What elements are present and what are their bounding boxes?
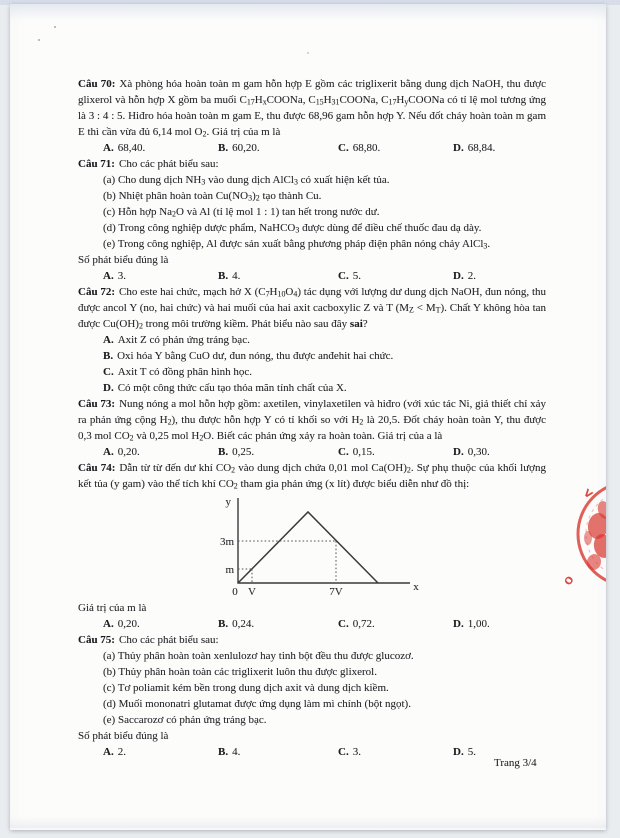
question-body <box>78 460 546 492</box>
question-text: Xà phòng hóa hoàn toàn m gam hỗn hợp E gồm các triglixerit bằng dung dịch NaOH, thu được glixerol và hỗn hợp X gồm ba muối $C_{17}H_xCOONa$, $C_{15}H_{31}COONa$, $C_{17}H_yCOONa$ có tỉ lệ mol tương ứng là 3 : 4 : 5. Hiđro hóa hoàn toàn m gam E, thu được 68,96 gam hỗn hợp Y. Nếu đốt cháy hoàn toàn m gam E thì cần vừa đủ 6,14 mol $O_2$. Giá trị của m là <box>78 78 547 139</box>
tick-v: V <box>248 586 256 598</box>
option-value: 0,30. <box>467 446 490 458</box>
dust-speck <box>307 52 309 54</box>
option-d <box>453 268 476 284</box>
option-letter: B. <box>218 446 229 458</box>
statement-e: (e) Trong công nghiệp, Al được sản xuất bằng phương pháp điện phân nóng chảy AlCl$_3$. <box>103 238 491 251</box>
question-number: Câu 74: <box>78 462 116 474</box>
option-letter: A. <box>103 270 114 282</box>
option-value: 1,00. <box>467 618 490 630</box>
option-value: 4. <box>232 270 241 282</box>
question-body <box>78 76 546 140</box>
statement-d: (d) Muối mononatri glutamat được ứng dụng làm mì chính (bột ngọt). <box>103 698 411 710</box>
option-c <box>338 140 380 156</box>
option-c <box>338 744 361 760</box>
question-text: Cho các phát biểu sau: <box>118 634 219 646</box>
option-value: Oxi hóa Y bằng CuO dư, đun nóng, thu được anđehit hai chức. <box>117 350 394 362</box>
question-text: Nung nóng a mol hỗn hợp gồm: axetilen, vinylaxetilen và hiđro (với xúc tác Ni, giả thiết chỉ xảy ra phản ứng cộng $H_2$), thu được hỗn hợp Y có tỉ khối so với $H_2$ là 20,5. Đốt cháy hoàn toàn Y, thu được 0,3 mol $CO_2$ và 0,25 mol $H_2O$. Biết các phản ứng xảy ra hoàn toàn. Giá trị của a là <box>78 398 546 443</box>
option-d <box>453 616 490 632</box>
option-a <box>103 744 126 760</box>
question-70 <box>78 76 546 156</box>
option-value: 68,80. <box>352 142 381 154</box>
option-letter: A. <box>103 142 114 154</box>
chart-axes <box>238 498 410 583</box>
option-b <box>218 444 254 460</box>
question-body <box>78 156 546 172</box>
option-value: 5. <box>467 746 476 758</box>
dust-speck <box>54 26 56 28</box>
question-number: Câu 75: <box>78 634 115 646</box>
option-value: 5. <box>352 270 361 282</box>
question-tail: Giá trị của m là <box>78 602 147 614</box>
tick-7v: 7V <box>329 586 343 598</box>
page-footer: Trang 3/4 <box>494 757 537 769</box>
question-number: Câu 73: <box>78 398 116 410</box>
statement-c: (c) Hỗn hợp $Na_2O$ và Al (tỉ lệ mol 1 : 1) tan hết trong nước dư. <box>103 206 380 219</box>
exam-page <box>10 4 606 830</box>
option-b <box>218 268 240 284</box>
option-letter: A. <box>103 334 114 346</box>
option-letter: B. <box>218 746 229 758</box>
svg-text:V: V <box>581 487 595 502</box>
option-letter: C. <box>338 142 349 154</box>
answer-options <box>78 744 546 760</box>
option-c <box>338 616 375 632</box>
option-b <box>218 744 240 760</box>
question-body <box>78 396 546 444</box>
question-tail: Số phát biểu đúng là <box>78 730 169 742</box>
answer-options <box>78 616 546 632</box>
question-number: Câu 71: <box>78 158 115 170</box>
dust-speck <box>38 39 40 41</box>
option-b <box>218 140 260 156</box>
option-value: 68,84. <box>467 142 496 154</box>
option-letter: A. <box>103 746 114 758</box>
option-c <box>338 444 375 460</box>
option-value: 2. <box>467 270 476 282</box>
option-value: Có một công thức cấu tạo thỏa mãn tính chất của X. <box>117 382 347 394</box>
option-a <box>78 332 546 348</box>
question-tail: Số phát biểu đúng là <box>78 254 169 266</box>
answer-options <box>78 140 546 156</box>
statement-c: (c) Tơ poliamit kém bền trong dung dịch axit và dung dịch kiềm. <box>103 682 389 694</box>
question-number: Câu 70: <box>78 78 116 90</box>
option-value: 3. <box>117 270 126 282</box>
option-value: 0,20. <box>117 618 140 630</box>
statement-a: (a) Thủy phân hoàn toàn xenlulozơ hay tinh bột đều thu được glucozơ. <box>103 650 414 662</box>
chart-figure <box>190 492 425 600</box>
option-letter: C. <box>338 746 349 758</box>
option-letter: B. <box>218 618 229 630</box>
option-letter: D. <box>453 446 464 458</box>
tick-m: m <box>225 564 234 576</box>
option-letter: C. <box>338 446 349 458</box>
option-letter: A. <box>103 618 114 630</box>
y-axis-label: y <box>225 496 231 508</box>
exam-content <box>78 76 546 760</box>
option-letter: D. <box>453 618 464 630</box>
option-d <box>453 444 490 460</box>
red-stamp-icon <box>558 472 606 604</box>
answer-options <box>78 268 546 284</box>
option-letter: B. <box>218 270 229 282</box>
option-value: 0,24. <box>232 618 255 630</box>
precipitate-chart <box>190 492 425 600</box>
option-letter: C. <box>103 366 114 378</box>
option-a <box>103 140 145 156</box>
question-72 <box>78 284 546 396</box>
tick-3m: 3m <box>219 536 234 548</box>
question-number: Câu 72: <box>78 286 116 298</box>
origin-tick: 0 <box>232 586 238 598</box>
option-c <box>338 268 361 284</box>
option-b <box>78 348 546 364</box>
option-value: 3. <box>352 746 361 758</box>
statement-b: (b) Nhiệt phân hoàn toàn $Cu(NO_3)_2$ tạo thành Cu. <box>103 190 322 203</box>
option-value: 60,20. <box>232 142 260 154</box>
question-body <box>78 284 546 332</box>
guide-7v-3m <box>238 541 336 583</box>
statement-d: (d) Trong công nghiệp dược phẩm, NaHCO$_3$ được dùng để điều chế thuốc đau dạ dày. <box>103 222 482 235</box>
chart-line <box>238 512 378 583</box>
option-value: 68,40. <box>117 142 146 154</box>
question-71 <box>78 156 546 284</box>
question-74 <box>78 460 546 632</box>
option-letter: B. <box>218 142 229 154</box>
option-value: 0,72. <box>352 618 375 630</box>
option-value: 0,25. <box>232 446 255 458</box>
question-text: Dẫn từ từ đến dư khí $CO_2$ vào dung dịch chứa 0,01 mol $Ca(OH)_2$. Sự phụ thuộc của khối lượng kết tủa (y gam) vào thể tích khí $CO_2$ tham gia phản ứng (x lít) được biểu diễn như đồ thị: <box>78 462 546 491</box>
question-73 <box>78 396 546 460</box>
option-letter: A. <box>103 446 114 458</box>
statement-a: (a) Cho dung dịch $NH_3$ vào dung dịch AlCl$_3$ có xuất hiện kết tủa. <box>103 174 390 187</box>
statement-e: (e) Saccarozơ có phản ứng tráng bạc. <box>103 714 267 726</box>
option-a <box>103 616 140 632</box>
statement-b: (b) Thủy phân hoàn toàn các triglixerit luôn thu được glixerol. <box>103 666 377 678</box>
question-text: Cho este hai chức, mạch hở X $(C_7H_{10}O_4)$ tác dụng với lượng dư dung dịch NaOH, đun nóng, thu được ancol Y (no, hai chức) và hai muối của hai axit cacboxylic Z và T $(M_Z < M_T)$. Chất Y không hòa tan được $Cu(OH)_2$ trong môi trường kiềm. Phát biểu nào sau đây sai? <box>78 286 547 331</box>
option-b <box>218 616 254 632</box>
option-d <box>453 744 476 760</box>
option-d <box>453 140 495 156</box>
option-letter: D. <box>453 142 464 154</box>
option-a <box>103 444 140 460</box>
option-value: Axit T có đồng phân hình học. <box>117 366 253 378</box>
option-letter: D. <box>453 270 464 282</box>
option-letter: B. <box>103 350 114 362</box>
option-value: 0,20. <box>117 446 140 458</box>
option-value: 4. <box>232 746 241 758</box>
option-a <box>103 268 126 284</box>
option-letter: C. <box>338 270 349 282</box>
option-c <box>78 364 546 380</box>
question-text: Cho các phát biểu sau: <box>118 158 219 170</box>
svg-text:O: O <box>562 574 577 588</box>
option-letter: D. <box>453 746 464 758</box>
question-75 <box>78 632 546 760</box>
answer-options <box>78 444 546 460</box>
option-d <box>78 380 546 396</box>
option-letter: C. <box>338 618 349 630</box>
x-axis-label: x <box>413 581 419 593</box>
option-letter: D. <box>103 382 114 394</box>
option-value: 2. <box>117 746 126 758</box>
option-value: 0,15. <box>352 446 375 458</box>
option-value: Axit Z có phản ứng tráng bạc. <box>117 334 250 346</box>
question-body <box>78 632 546 648</box>
